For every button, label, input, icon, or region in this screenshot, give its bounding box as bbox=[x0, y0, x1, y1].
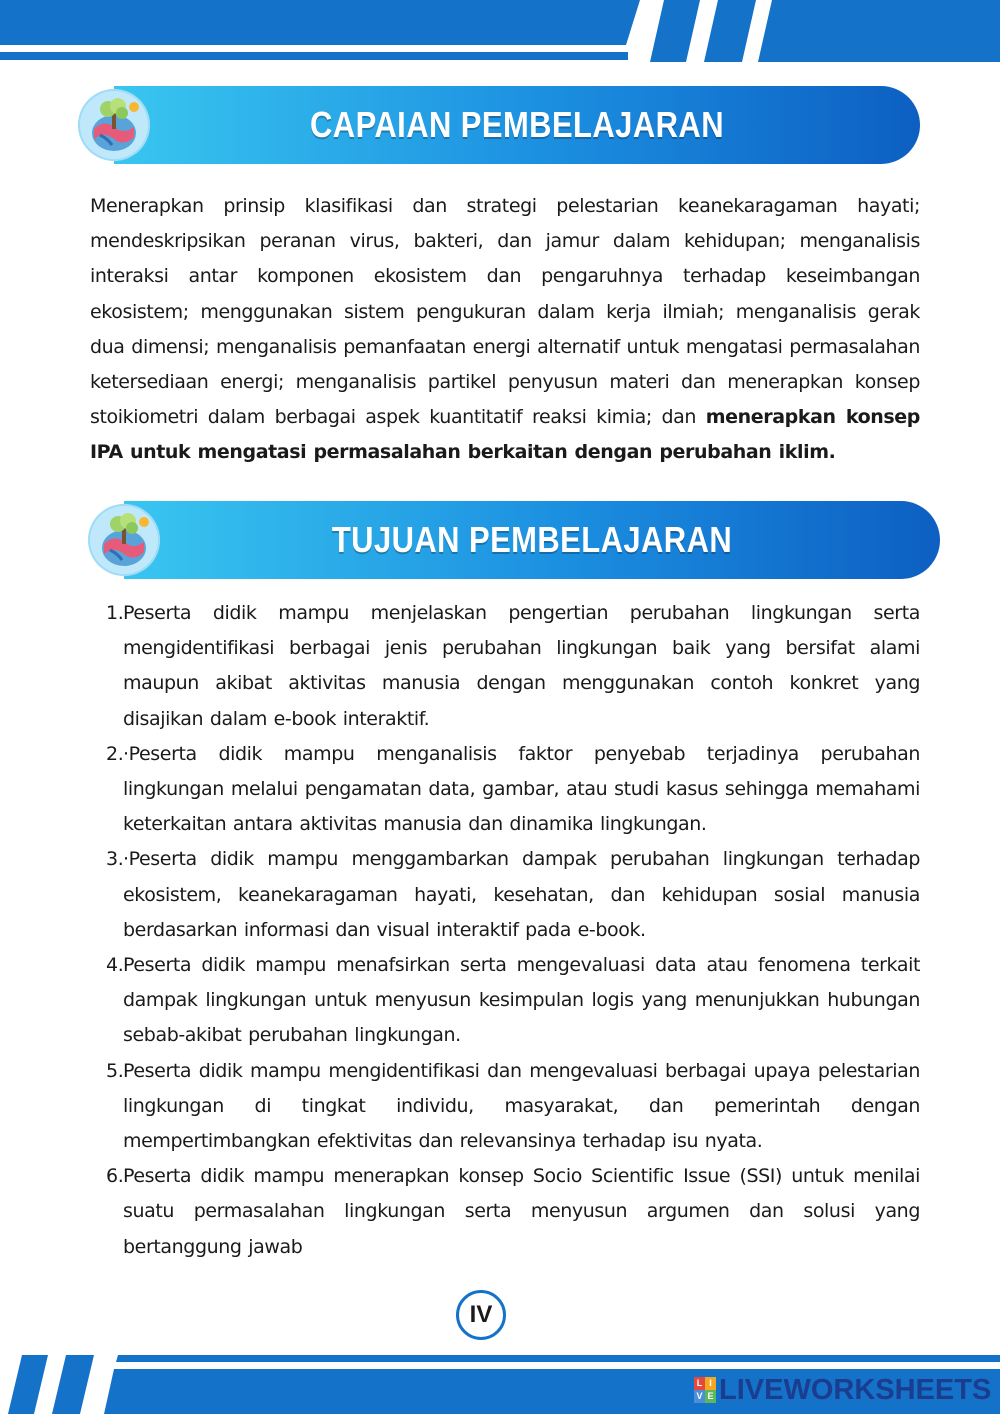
list-item-number: 2. bbox=[106, 742, 124, 765]
logo-letter: V bbox=[694, 1390, 705, 1403]
list-item-number: 6. bbox=[106, 1165, 124, 1188]
capaian-text: Menerapkan prinsip klasifikasi dan strategi pelestarian keanekaragaman hayati; mendeskripsikan peranan virus, bakteri, dan jamur dalam kehidupan; menganalisis interaksi antar komponen ekosistem dan pengaruhnya terhadap keseimbangan ekosistem; menggunakan sistem pengukuran dalam kerja ilmiah; menganalisis gerak dua dimensi; menganalisis pemanfaatan energi alternatif untuk mengatasi permasalahan ketersediaan energi; menganalisis partikel penyusun materi dan menerapkan konsep stoikiometri dalam berbagai aspek kuantitatif reaksi kimia; dan bbox=[90, 195, 920, 429]
liveworksheets-text: LIVEWORKSHEETS bbox=[719, 1373, 992, 1406]
tujuan-list bbox=[90, 596, 920, 1265]
list-item-text: Peserta didik mampu mengidentifikasi dan mengevaluasi berbagai upaya pelestarian lingkungan di tingkat individu, masyarakat, dan pemerintah dengan mempertimbangkan efektivitas dan relevansinya terhadap isu nyata. bbox=[123, 1059, 920, 1153]
list-item-number: 1. bbox=[106, 602, 124, 624]
liveworksheets-logo-icon bbox=[694, 1377, 716, 1403]
earth-tree-icon bbox=[78, 89, 150, 161]
page-number: IV bbox=[456, 1290, 506, 1340]
capaian-text-bold: menerapkan konsep IPA untuk mengatasi permasalahan berkaitan dengan perubahan iklim. bbox=[90, 406, 920, 464]
list-item-number: 5. bbox=[106, 1059, 124, 1082]
list-item-text: ·Peserta didik mampu menggambarkan dampak perubahan lingkungan terhadap ekosistem, keanekaragaman hayati, kesehatan, dan kehidupan sosial manusia berdasarkan informasi dan visual interaktif pada e-book. bbox=[123, 848, 920, 941]
list-item-number: 4. bbox=[106, 954, 124, 977]
top-decorative-band bbox=[0, 0, 1000, 62]
list-item bbox=[90, 596, 920, 737]
list-item-text: ·Peserta didik mampu menganalisis faktor penyebab terjadinya perubahan lingkungan melalui pengamatan data, gambar, atau studi kasus sehingga memahami keterkaitan antara aktivitas manusia dan dinamika lingkungan. bbox=[123, 742, 920, 836]
list-item-text: Peserta didik mampu menjelaskan pengertian perubahan lingkungan serta mengidentifikasi berbagai jenis perubahan lingkungan baik yang bersifat alami maupun akibat aktivitas manusia dengan menggunakan contoh konkret yang disajikan dalam e-book interaktif. bbox=[123, 602, 920, 730]
list-item bbox=[90, 1054, 920, 1160]
tujuan-header bbox=[88, 501, 940, 579]
earth-tree-icon bbox=[88, 504, 160, 576]
liveworksheets-watermark[interactable] bbox=[694, 1374, 991, 1406]
logo-letter: L bbox=[694, 1377, 705, 1390]
list-item bbox=[90, 737, 920, 843]
list-item bbox=[90, 1159, 920, 1265]
list-item bbox=[90, 948, 920, 1054]
capaian-title: CAPAIAN PEMBELAJARAN bbox=[310, 104, 724, 145]
capaian-paragraph bbox=[90, 189, 920, 471]
capaian-header bbox=[78, 86, 920, 164]
list-item-number: 3. bbox=[106, 848, 124, 871]
logo-letter: E bbox=[705, 1390, 716, 1403]
list-item-text: Peserta didik mampu menafsirkan serta mengevaluasi data atau fenomena terkait dampak lingkungan untuk menyusun kesimpulan logis yang menunjukkan hubungan sebab-akibat perubahan lingkungan. bbox=[123, 954, 920, 1047]
list-item-text: Peserta didik mampu menerapkan konsep Socio Scientific Issue (SSI) untuk menilai suatu permasalahan lingkungan serta menyusun argumen dan solusi yang bertanggung jawab bbox=[123, 1165, 920, 1258]
list-item bbox=[90, 842, 920, 948]
tujuan-title: TUJUAN PEMBELAJARAN bbox=[331, 519, 733, 560]
logo-letter: I bbox=[705, 1377, 716, 1390]
